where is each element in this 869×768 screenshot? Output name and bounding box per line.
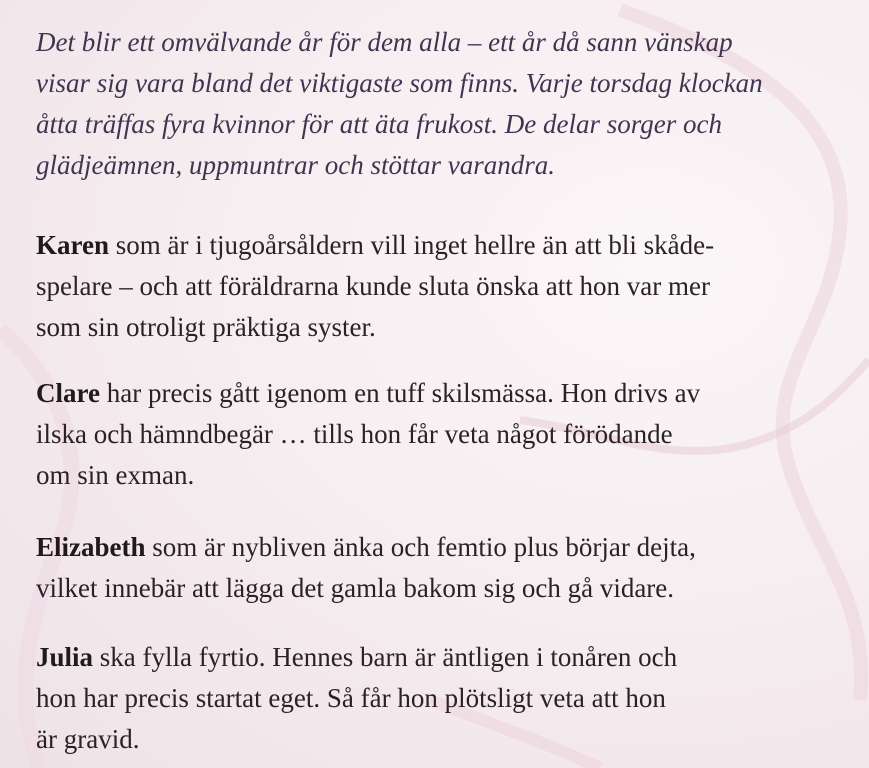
entry-line: spelare – och att föräldrarna kunde sluta önska att hon var mer xyxy=(36,271,710,301)
entry-line xyxy=(36,225,861,266)
character-elizabeth xyxy=(36,527,861,609)
entry-line xyxy=(36,373,861,414)
entry-line: om sin exman. xyxy=(36,460,195,490)
intro-line: åtta träffas fyra kvinnor för att äta frukost. De delar sorger och xyxy=(36,109,722,139)
entry-line: hon har precis startat eget. Så får hon plötsligt veta att hon xyxy=(36,683,666,713)
character-clare xyxy=(36,373,861,496)
entry-line: är gravid. xyxy=(36,724,140,754)
entry-text: som är i tjugoårsåldern vill inget hellre än att bli skåde- xyxy=(109,230,715,260)
intro-line: glädjeämnen, uppmuntrar och stöttar varandra. xyxy=(36,150,555,180)
entry-line xyxy=(36,637,861,678)
entry-line: vilket innebär att lägga det gamla bakom sig och gå vidare. xyxy=(36,573,675,603)
entry-line: som sin otroligt präktiga syster. xyxy=(36,312,376,342)
character-name: Karen xyxy=(36,230,109,260)
intro-paragraph xyxy=(36,22,856,186)
entry-text: som är nybliven änka och femtio plus börjar dejta, xyxy=(145,532,696,562)
entry-text: har precis gått igenom en tuff skilsmässa. Hon drivs av xyxy=(99,378,701,408)
character-julia xyxy=(36,637,861,760)
character-name: Elizabeth xyxy=(36,532,146,562)
intro-line: visar sig vara bland det viktigaste som finns. Varje torsdag klockan xyxy=(36,68,763,98)
entry-line: ilska och hämndbegär … tills hon får veta något förödande xyxy=(36,419,673,449)
character-karen xyxy=(36,225,861,348)
entry-text: ska fylla fyrtio. Hennes barn är äntligen i tonåren och xyxy=(93,642,678,672)
character-name: Julia xyxy=(36,642,94,672)
entry-line xyxy=(36,527,861,568)
intro-line: Det blir ett omvälvande år för dem alla – ett år då sann vänskap xyxy=(36,27,733,57)
character-name: Clare xyxy=(36,378,100,408)
